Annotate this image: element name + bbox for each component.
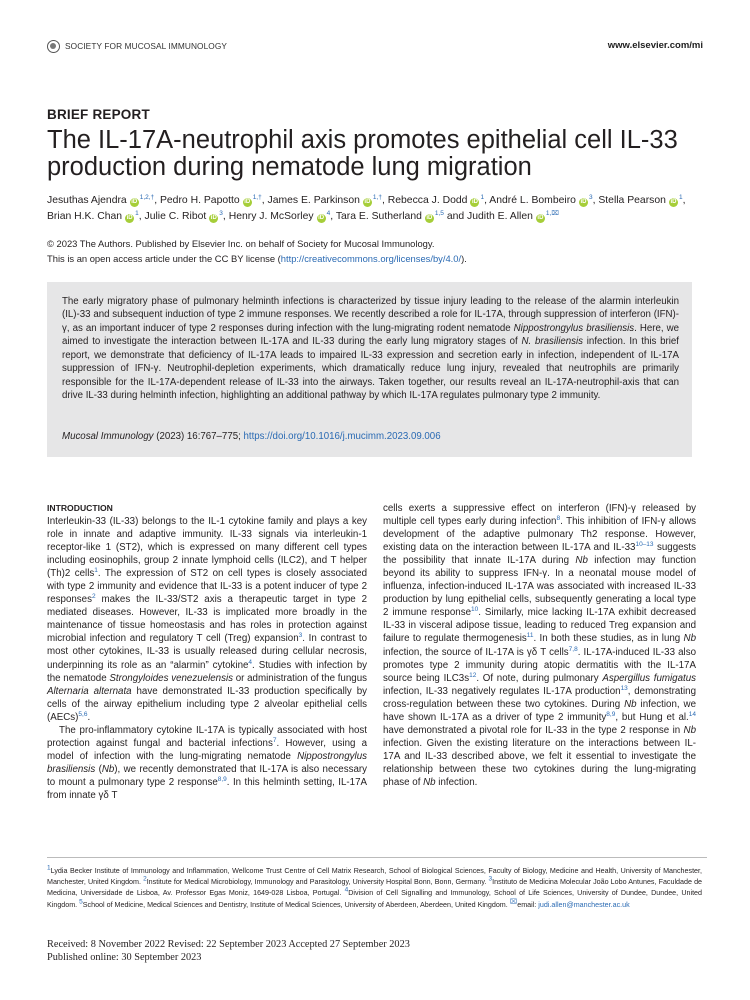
copyright-line: © 2023 The Authors. Published by Elsevier Inc. on behalf of Society for Mucosal Immunology. [47,238,435,249]
article-title: The IL-17A-neutrophil axis promotes epithelial cell IL-33 production during nematode lung migration [47,126,678,181]
author-name: Tara E. Sutherland [335,211,422,222]
intro-paragraph-2-continued [383,502,696,789]
author-affiliation: 4 [326,210,331,217]
text-run: . IL-17A-induced IL-33 also promotes type 2 immunity during atopic dermatitis with the IL-17A source being ILC3s [383,646,696,684]
orcid-icon[interactable]: iD [580,199,587,205]
italic-term: Aspergillus fumigatus [602,672,697,684]
author-affiliation: 1 [135,210,139,217]
text-run: . Of note, during pulmonary [476,672,603,684]
author-affiliation: 1,2,† [139,194,155,201]
affiliation-footnotes [47,866,702,911]
text-run: infection, we have shown IL-17A as a driver of type 2 immunity [383,698,697,723]
citation-line [62,431,441,442]
reference-superscript[interactable]: 7 [272,736,277,744]
reference-superscript[interactable]: 13 [620,684,628,692]
reference-superscript[interactable]: 11 [526,632,534,640]
abstract-text [62,295,679,403]
text-run: ), we recently demonstrated that IL-17A is also necessary to mount a pulmonary type 2 response [47,763,367,788]
text-run: Instituto de Medicina Molecular João Lobo Antunes, Faculdade de Medicina, Universidade de Lisboa, Av. Professor Egas Moniz, 1649-028 Lisboa, Portugal. [47,878,703,898]
author-affiliation: 1 [480,194,485,201]
text-run: . This inhibition of IFN-γ allows development of the adaptive pulmonary Th2 response. However, existing data on the interaction between IL-17A and IL-33 [383,516,696,554]
abstract-box [47,282,692,457]
author-name: James E. Parkinson [267,195,360,206]
reference-superscript[interactable]: 10–13 [635,540,654,548]
reference-superscript[interactable]: 2 [143,875,147,883]
author [229,211,331,222]
text-run: . The expression of ST2 on cell types is closely associated with type 2 immunity and evidence that IL-33 is a potent inducer of type 2 responses [47,568,367,606]
text-run: or administration of the fungus [233,672,367,684]
author [47,211,139,222]
reference-superscript[interactable]: 10 [471,606,479,614]
article-dates [47,939,410,964]
abstract-part-3: infection. In this brief report, we demonstrate that deficiency of IL-17A leads to impaired IL-33 expression and secretion early in infection, independent of IL-17A suppression of IFN-γ. Neutrophil-depletion experiments, which dramatically reduce lung injury, revealed that neutrophils are primarily responsible for the IL-17A-dependent release of IL-33 into the airways. Taken together, our results reveal an IL-17A-neutrophil-axis that can drive IL-33 during helminth infection, highlighting an additional pathway by which IL-17A regulates pulmonary type 2 immunity. [62,336,679,402]
doi-link[interactable]: https://doi.org/10.1016/j.mucimm.2023.09.006 [243,431,441,442]
author [388,195,484,206]
text-run: . [87,711,91,723]
reference-superscript[interactable]: 4 [248,658,253,666]
footnote-divider [47,857,707,858]
text-column-left [47,502,367,802]
orcid-icon[interactable]: iD [126,215,133,221]
reference-superscript[interactable]: 7,8 [568,645,578,653]
author [268,195,382,206]
abstract-species-short: N. brasiliensis [521,336,583,348]
intro-paragraph-1 [47,515,367,724]
author-name: Julie C. Ribot [144,211,207,222]
reference-superscript[interactable]: 3 [488,875,493,883]
text-run: The pro-inflammatory cytokine IL-17A is typically associated with host protection against fungal and bacterial infections [47,724,367,749]
text-run: makes the IL-33/ST2 axis a therapeutic target in type 2 mediated diseases. However, IL-33 is implicated more broadly in the maintenance of tissue homeostasis and has roles in protection against microbial infection and regulatory T cell (Treg) expansion [47,594,367,645]
citation-details: (2023) 16:767–775; [153,431,244,442]
license-statement [47,237,707,266]
text-column-right [383,502,696,789]
text-run: . In contrast to most other cytokines, IL-33 is usually released during cellular necrosis, underpinning its role as an “alarmin” cytokine [47,633,368,671]
text-run: Division of Cell Signalling and Immunology, School of Life Sciences, University of Dundee, Dundee, United Kingdom. [47,889,703,909]
author-name: Jesuthas Ajendra [47,195,127,206]
italic-term: Nb [423,776,436,788]
author-name: Stella Pearson [598,195,666,206]
author-affiliation: 1,⌧ [545,210,559,217]
italic-term: Nb [101,763,115,775]
italic-term: Alternaria alternata [47,685,132,697]
reference-superscript[interactable]: 14 [688,710,696,718]
text-run: . However, using a model of infection with the lung-migrating nematode [47,737,367,762]
author [467,211,559,222]
author-name: Brian H.K. Chan [47,211,123,222]
published-online: Published online: 30 September 2023 [47,951,202,963]
text-run: . Studies with infection by the nematode [47,659,367,684]
reference-superscript[interactable]: ⌧ [509,898,518,906]
license-prefix: This is an open access article under the CC BY license ( [47,252,281,264]
text-run: email: [517,900,539,909]
author [598,195,682,206]
received-revised-accepted: Received: 8 November 2022 Revised: 22 September 2023 Accepted 27 September 2023 [47,939,410,950]
society-logo [47,39,227,53]
reference-superscript[interactable]: 8,9 [217,775,227,783]
license-suffix: ). [461,252,467,264]
author-name: André L. Bombeiro [489,195,576,206]
author-affiliation: 1,† [372,194,382,201]
reference-superscript[interactable]: 3 [298,632,303,640]
reference-superscript[interactable]: 5 [79,898,83,906]
section-heading-introduction: INTRODUCTION [47,503,113,513]
text-run: infection may function beyond its ability to suppress IFN-γ. In a neonatal mouse model of influenza, infection-induced IL-17A was associated with increased IL-33 production by lung epithelial cells, subsequently generating a local type 2 immune response [383,555,696,619]
open-access-line [47,252,707,267]
text-run: infection. [435,776,478,788]
reference-superscript[interactable]: 1 [94,566,98,574]
journal-url-link[interactable]: www.elsevier.com/mi [607,40,703,51]
text-run: School of Medicine, Medical Sciences and Dentistry, Institute of Medical Sciences, University of Aberdeen, Aberdeen, United Kingdom. [82,900,510,909]
author-name: Rebecca J. Dodd [387,195,468,206]
author-affiliation: 3 [219,210,223,217]
author [145,211,223,222]
reference-superscript[interactable]: 4 [344,887,349,895]
abstract-part-1: The early migratory phase of pulmonary helminth infections is characterized by tissue injury leading to the release of the alarmin interleukin (IL)-33 and subsequent induction of type 2 immune responses. We recently described a role for IL-17A, through suppression of interferon (IFN)-γ, as an important inducer of type 2 responses during infection with the lung-migrating rodent nematode [62,296,679,334]
reference-superscript[interactable]: 8 [556,514,561,522]
author [47,195,154,206]
reference-superscript[interactable]: 5,6 [78,710,88,718]
orcid-icon[interactable]: iD [318,215,325,221]
journal-name: Mucosal Immunology [62,431,154,442]
author-affiliation: 1,5 [434,210,444,217]
author-affiliation: 1,† [252,194,262,201]
reference-superscript[interactable]: 1 [47,864,51,872]
intro-paragraph-2 [47,724,367,802]
italic-term: Strongyloides venezuelensis [109,672,233,684]
text-run: infection, IL-33 negatively regulates IL-17A production [383,685,621,697]
orcid-icon[interactable]: iD [471,199,478,205]
author-name: Pedro H. Papotto [159,195,240,206]
text-run: Institute for Medical Microbiology, Immunology and Parasitology, University Hospital Bonn, Bonn, Germany. [146,878,489,887]
italic-term: Nb [683,724,696,736]
text-run: suggests the possibility that innate IL-17A during [383,542,696,567]
orcid-icon[interactable]: iD [670,199,677,205]
author-affiliation: 3 [588,194,593,201]
society-name: SOCIETY FOR MUCOSAL IMMUNOLOGY [65,41,228,51]
email-link[interactable]: judi.allen@manchester.ac.uk [538,900,630,909]
text-run: Interleukin-33 (IL-33) belongs to the IL-1 cytokine family and plays a key role in innate and adaptive immunity. IL-33 signals via interleukin-1 receptor-like 1 (ST2), which is expressed on many different cell types including eosinophils, group 2 innate lymphoid cells (ILC2), and T helper (Th)2 cells [47,516,367,580]
text-run: infection, the source of IL-17A is γδ T cells [383,646,569,658]
license-link[interactable]: http://creativecommons.org/licenses/by/4.0/ [280,252,462,264]
text-run: cells exerts a suppressive effect on interferon (IFN)-γ released by multiple cell types early during infection [383,503,696,528]
reference-superscript[interactable]: 8,9 [606,710,616,718]
society-emblem-icon [47,40,60,53]
italic-term: Nb [575,555,588,567]
orcid-icon[interactable]: iD [537,215,544,221]
author [160,195,262,206]
italic-term: Nb [683,633,696,645]
text-run: infection. Given the existing literature on the interactions between IL-17A and IL-33 described above, we felt it essential to investigate the relationship between these two cytokines during the lung-migrating phase of [383,737,696,788]
orcid-icon[interactable]: iD [244,199,251,205]
author [489,195,592,206]
article-type: BRIEF REPORT [47,107,150,122]
text-run: have demonstrated IL-33 production specifically by cells of the airway epithelium including type 2 alveolar epithelial cells (AECs) [47,685,367,723]
orcid-icon[interactable]: iD [426,215,433,221]
text-run: , but Hung et al. [615,711,689,723]
text-run: have demonstrated a pivotal role for IL-33 in the type 2 response in [383,724,684,736]
reference-superscript[interactable]: 2 [91,593,96,601]
orcid-icon[interactable]: iD [364,199,371,205]
text-run: . In this helminth setting, IL-17A from innate γδ T [47,776,367,801]
italic-term: Nippostrongylus brasiliensis [47,750,367,775]
orcid-icon[interactable]: iD [210,215,217,221]
abstract-species: Nippostrongylus brasiliensis [513,322,635,334]
text-run: . Similarly, mice lacking IL-17A exhibit decreased IL-33 in visceral adipose tissue, leading to reduced Treg expansion and failure to regulate thermogenesis [383,607,696,645]
author-name: Judith E. Allen [467,211,533,222]
author-list: Jesuthas Ajendra iD$^{1,2,\dagger}$, Pedro H. Papotto iD$^{1,\dagger}$, James E. Parkinson iD$^{1,\dagger}$, Rebecca J. Dodd iD$^1$, André L. Bombeiro iD$^3$, Stella Pearson iD$^1$, Brian H.K. Chan iD$^1$, Julie C. Ribot iD$^3$, Henry J. McSorley iD$^4$, Tara E. Sutherland iD$^{1,5}$ and Judith E. Allen iD$^{1,⌧}$ [47,194,686,222]
orcid-icon[interactable]: iD [131,199,138,205]
author-affiliation: 1 [678,194,683,201]
text-run: Lydia Becker Institute of Immunology and Inflammation, Wellcome Trust Centre of Cell Matrix Research, School of Biological Sciences, Faculty of Biology, Medicine and Health, University of Manchester, Manchester, United Kingdom. [47,867,702,887]
text-run: , demonstrating cross-regulation between these two cytokines. During [383,685,697,710]
author-name: Henry J. McSorley [228,211,314,222]
reference-superscript[interactable]: 12 [469,671,477,679]
text-run: ( [95,763,102,775]
abstract-part-2: . Here, we aimed to investigate the interaction between IL-17A and IL-33 during the early lung migratory stages of [62,322,679,348]
author [336,211,444,222]
italic-term: Nb [624,698,637,710]
text-run: . In both these studies, as in lung [533,633,684,645]
